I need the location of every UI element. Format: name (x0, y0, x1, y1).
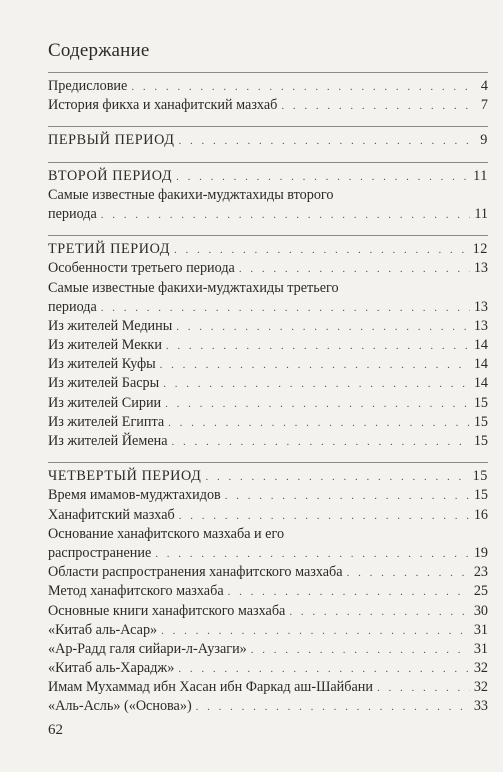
dot-leader (176, 318, 470, 337)
dot-leader (101, 299, 470, 318)
dot-leader (172, 433, 470, 452)
toc-entry-page: 4 (480, 78, 488, 94)
toc-entry-label: периода (48, 205, 97, 222)
dot-leader (196, 698, 470, 717)
toc-entry-page: 15 (473, 394, 488, 411)
dot-leader (239, 260, 470, 279)
dot-leader (101, 206, 471, 225)
section-rule (48, 162, 488, 163)
dot-leader (225, 487, 470, 506)
dot-leader (161, 622, 470, 641)
toc-entry-label: ВТОРОЙ ПЕРИОД (48, 167, 173, 184)
toc-entry (48, 259, 488, 278)
toc-entry-page: 19 (473, 544, 488, 561)
toc-entry-page: 15 (473, 433, 488, 449)
toc-entry (48, 355, 488, 374)
toc-entry-label: Области распространения ханафитского мазхаба (48, 564, 343, 581)
toc-entry-label: Из жителей Куфы (48, 356, 156, 373)
toc-entry (48, 640, 488, 659)
toc-entry (48, 621, 488, 640)
dot-leader (166, 337, 470, 356)
toc-entry-label: ПЕРВЫЙ ПЕРИОД (48, 132, 175, 149)
group-spacer (48, 115, 488, 126)
toc-period-heading (48, 467, 488, 486)
toc-entry-page: 32 (473, 660, 488, 677)
toc-entry (48, 336, 488, 355)
dot-leader (165, 395, 470, 414)
section-rule (48, 72, 488, 73)
toc-entry (48, 582, 488, 601)
dot-leader (174, 241, 469, 260)
toc-entry (48, 298, 488, 317)
toc-entry (48, 697, 488, 716)
toc-entry-label: распространение (48, 544, 152, 561)
toc-entry-label: периода (48, 298, 97, 315)
toc-entry-label: Из жителей Медины (48, 317, 173, 334)
toc-entry-label: «Ар-Радд галя сийари-л-Аузаги» (48, 640, 247, 657)
toc-entry-page: 11 (473, 167, 488, 184)
toc-entry-label: Из жителей Басры (48, 375, 160, 392)
dot-leader (289, 603, 469, 622)
toc-entry-page: 15 (472, 468, 488, 485)
toc-entry (48, 544, 488, 563)
toc-entry (48, 77, 488, 96)
group-spacer (48, 151, 488, 162)
toc-entry-label: Из жителей Египта (48, 413, 165, 430)
dot-leader (168, 414, 470, 433)
toc-entry-label: Предисловие (48, 78, 128, 94)
dot-leader (228, 583, 470, 602)
toc-entry-label: Из жителей Мекки (48, 337, 162, 354)
toc-entry-label: Основные книги ханафитского мазхаба (48, 602, 286, 619)
toc-entry-page: 33 (473, 698, 488, 715)
toc-entry-line1: Основание ханафитского мазхаба и его (48, 525, 285, 542)
toc-entry-page: 31 (473, 640, 488, 657)
toc-entry-page: 13 (473, 317, 488, 334)
dot-leader (176, 168, 469, 187)
toc-entry (48, 96, 488, 115)
toc-entry-label: ТРЕТИЙ ПЕРИОД (48, 241, 170, 258)
toc-entry (48, 432, 488, 451)
table-of-contents (48, 40, 488, 717)
toc-entry-page: 15 (473, 487, 488, 504)
toc-entry-label: Ханафитский мазхаб (48, 506, 175, 523)
toc-entry-label: Особенности третьего периода (48, 260, 235, 277)
toc-list (48, 72, 488, 717)
toc-entry-page: 7 (480, 97, 488, 114)
section-rule (48, 126, 488, 127)
toc-entry-page: 14 (473, 375, 488, 392)
toc-entry-page: 12 (472, 241, 488, 258)
toc-entry-page: 13 (473, 260, 488, 277)
toc-period-heading (48, 131, 488, 150)
toc-entry (48, 486, 488, 505)
group-spacer (48, 451, 488, 462)
toc-entry-page: 23 (473, 564, 488, 581)
toc-entry (48, 374, 488, 393)
toc-entry (48, 659, 488, 678)
section-rule (48, 462, 488, 463)
dot-leader (205, 468, 468, 487)
toc-entry-label: «Китаб аль-Харадж» (48, 660, 175, 677)
toc-entry-page: 11 (474, 205, 488, 222)
toc-title: Содержание (48, 40, 150, 61)
dot-leader (178, 660, 469, 679)
toc-entry-label: Метод ханафитского мазхаба (48, 583, 224, 600)
dot-leader (131, 78, 477, 97)
toc-entry-page: 9 (480, 132, 488, 149)
group-spacer (48, 224, 488, 235)
toc-entry-label: История фикха и ханафитский мазхаб (48, 97, 278, 114)
toc-entry-page: 30 (473, 602, 488, 619)
toc-entry-label: Из жителей Йемена (48, 433, 168, 449)
toc-period-heading (48, 167, 488, 186)
dot-leader (251, 641, 470, 660)
toc-entry (48, 563, 488, 582)
toc-entry (48, 205, 488, 224)
toc-entry (48, 678, 488, 697)
toc-entry-line1: Самые известные факихи-муджтахиды второго (48, 186, 334, 203)
toc-entry-label: Имам Мухаммад ибн Хасан ибн Фаркад аш-Шайбани (48, 679, 373, 696)
dot-leader (163, 375, 470, 394)
section-rule (48, 235, 488, 236)
dot-leader (377, 679, 470, 698)
toc-entry-page: 13 (473, 298, 488, 315)
toc-entry-page: 14 (473, 337, 488, 354)
toc-entry-page: 25 (473, 583, 488, 600)
toc-entry (48, 413, 488, 432)
dot-leader (179, 132, 477, 151)
toc-entry (48, 394, 488, 413)
toc-entry-label: «Аль-Асль» («Основа») (48, 698, 192, 715)
toc-entry-line1: Самые известные факихи-муджтахиды третьего (48, 279, 339, 296)
toc-entry-page: 16 (473, 506, 488, 523)
toc-entry-page: 15 (473, 413, 488, 430)
dot-leader (179, 507, 470, 526)
toc-entry (48, 602, 488, 621)
toc-entry-page: 31 (473, 621, 488, 638)
dot-leader (281, 97, 477, 116)
toc-entry-label: «Китаб аль-Асар» (48, 621, 158, 638)
toc-entry-page: 32 (473, 679, 488, 696)
dot-leader (160, 356, 470, 375)
toc-entry (48, 506, 488, 525)
toc-entry-label: ЧЕТВЕРТЫЙ ПЕРИОД (48, 468, 202, 485)
dot-leader (155, 545, 470, 564)
toc-entry-label: Из жителей Сирии (48, 394, 162, 411)
page-number: 62 (48, 722, 63, 738)
toc-entry-page: 14 (473, 356, 488, 373)
toc-entry-label: Время имамов-муджтахидов (48, 487, 221, 504)
toc-period-heading (48, 240, 488, 259)
toc-entry (48, 317, 488, 336)
dot-leader (347, 564, 470, 583)
